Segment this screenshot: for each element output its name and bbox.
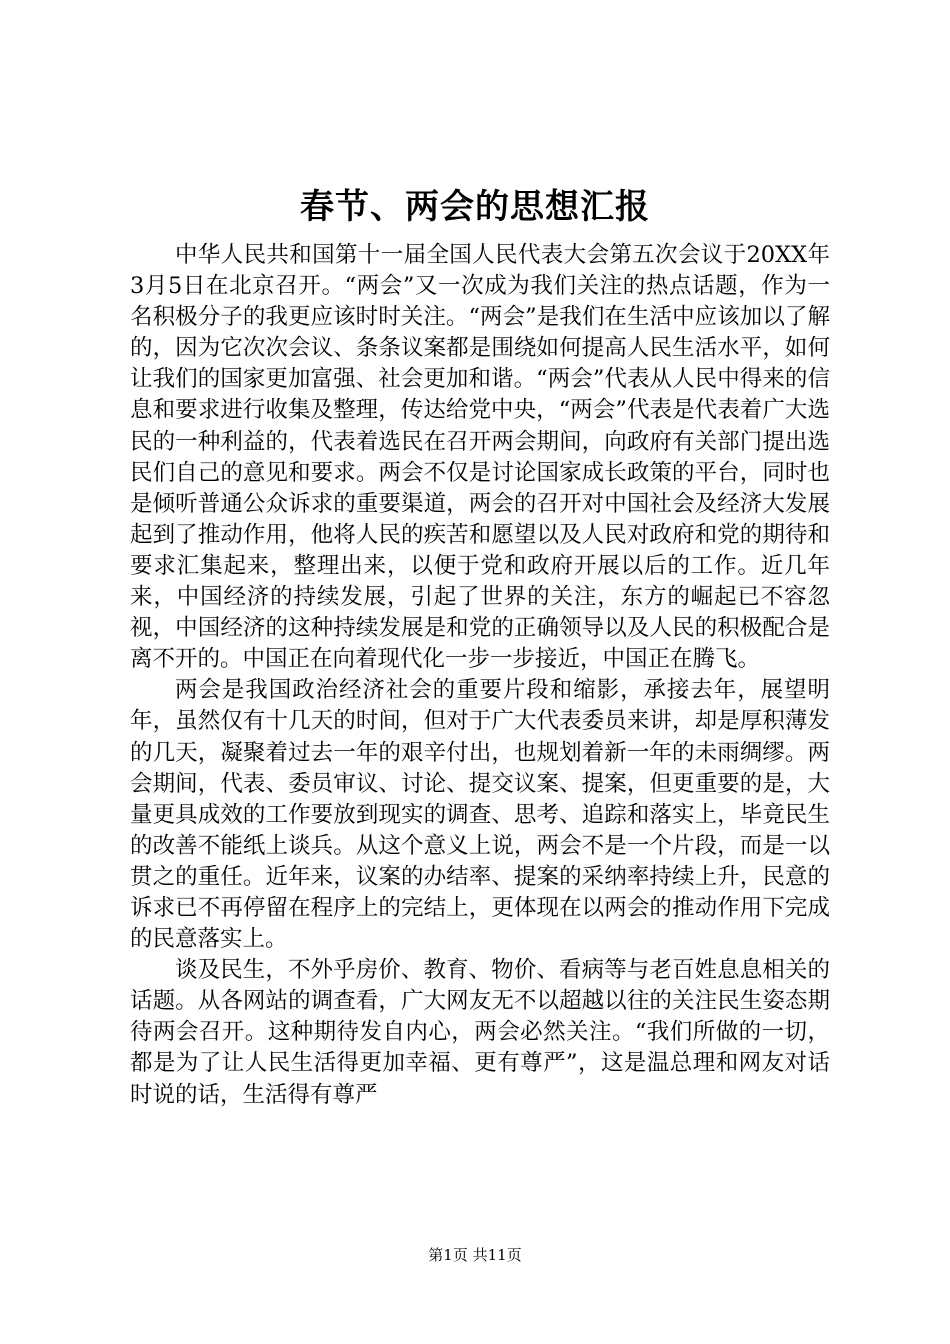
paragraph-2: 两会是我国政治经济社会的重要片段和缩影，承接去年，展望明年，虽然仅有十几天的时间，但对于广大代表委员来讲，却是厚积薄发的几天，凝聚着过去一年的艰辛付出，也规划着新一年的未雨绸缪。两会期间，代表、委员审议、讨论、提交议案、提案，但更重要的是，大量更具成效的工作要放到现实的调查、思考、追踪和落实上，毕竟民生的改善不能纸上谈兵。从这个意义上说，两会不是一个片段，而是一以贯之的重任。近年来，议案的办结率、提案的采纳率持续上升，民意的诉求已不再停留在程序上的完结上，更体现在以两会的推动作用下完成的民意落实上。: [130, 677, 830, 953]
page-footer: [0, 1244, 950, 1266]
paragraph-1: 中华人民共和国第十一届全国人民代表大会第五次会议于20XX年3月5日在北京召开。“两会”又一次成为我们关注的热点话题，作为一名积极分子的我更应该时时关注。“两会”是我们在生活中应该加以了解的，因为它次次会议、条条议案都是围绕如何提高人民生活水平，如何让我们的国家更加富强、社会更加和谐。“两会”代表从人民中得来的信息和要求进行收集及整理，传达给党中央，“两会”代表是代表着广大选民的一种利益的，代表着选民在召开两会期间，向政府有关部门提出选民们自己的意见和要求。两会不仅是讨论国家成长政策的平台，同时也是倾听普通公众诉求的重要渠道，两会的召开对中国社会及经济大发展起到了推动作用，他将人民的疾苦和愿望以及人民对政府和党的期待和要求汇集起来，整理出来，以便于党和政府开展以后的工作。近几年来，中国经济的持续发展，引起了世界的关注，东方的崛起已不容忽视，中国经济的这种持续发展是和党的正确领导以及人民的积极配合是离不开的。中国正在向着现代化一步一步接近，中国正在腾飞。: [130, 242, 830, 673]
document-body: [130, 240, 830, 1111]
page-number-label: 第1页 共11页: [428, 1246, 522, 1264]
document-title: 春节、两会的思想汇报: [300, 187, 650, 227]
paragraph-3: 谈及民生，不外乎房价、教育、物价、看病等与老百姓息息相关的话题。从各网站的调查看，广大网友无不以超越以往的关注民生姿态期待两会召开。这种期待发自内心，两会必然关注。“我们所做的一切，都是为了让人民生活得更加幸福、更有尊严”，这是温总理和网友对话时说的话，生活得有尊严: [130, 957, 830, 1108]
